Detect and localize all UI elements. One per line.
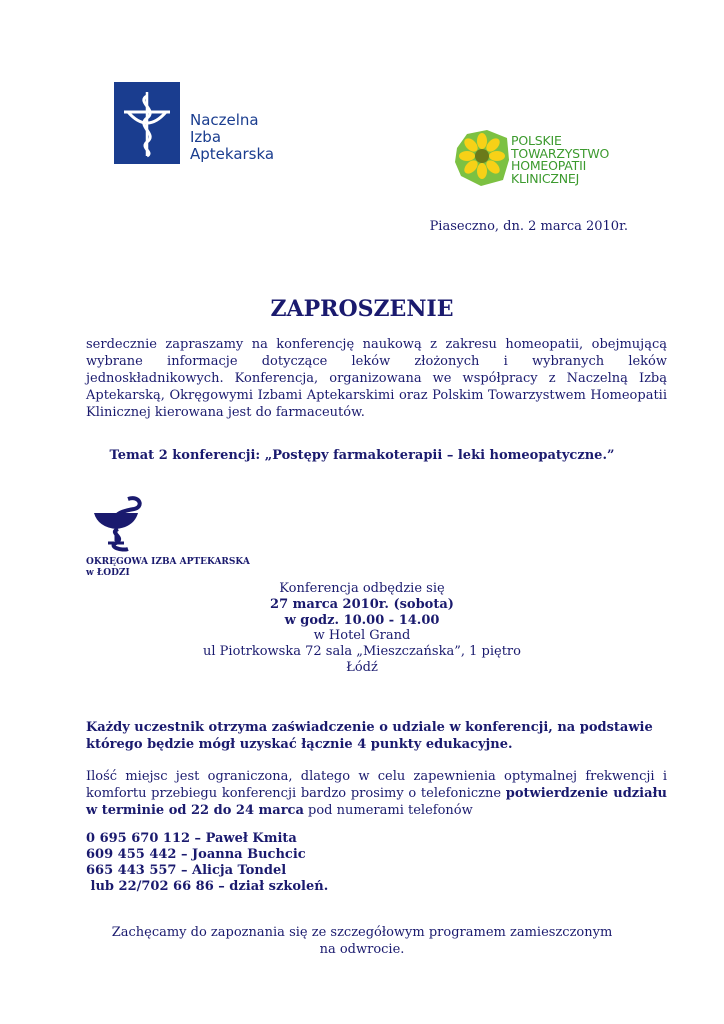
event-date: 27 marca 2010r. (sobota) — [270, 597, 454, 612]
contact-line: 665 443 557 – Alicja Tondel — [86, 863, 287, 878]
nia-name: Naczelna Izba Aptekarska — [190, 111, 275, 163]
certificate-note: Każdy uczestnik otrzyma zaświadczenie o udziale w konferencji, na podstawie którego będzie mógł uzyskać łącznie 4 punkty edukacyjne. — [86, 720, 653, 752]
event-city: Łódź — [346, 660, 378, 675]
contact-line: 609 455 442 – Joanna Buchcic — [86, 847, 306, 862]
conference-topic: Temat 2 konferencji: „Postępy farmakoterapii – leki homeopatyczne.” — [109, 448, 615, 463]
event-hours: w godz. 10.00 - 14.00 — [284, 613, 440, 628]
oia-name: OKRĘGOWA IZBA APTEKARSKA w ŁODZI — [86, 557, 250, 578]
document-title: ZAPROSZENIE — [270, 296, 454, 322]
closing-note: Zachęcamy do zapoznania się ze szczegółowym programem zamieszczonym na odwrocie. — [111, 925, 613, 957]
event-venue: w Hotel Grand — [313, 628, 411, 643]
contact-line: lub 22/702 66 86 – dział szkoleń. — [86, 879, 329, 894]
confirmation-deadline: potwierdzenie udziału w terminie od 22 do 24 marca — [86, 786, 667, 818]
sunflower-map-icon — [453, 126, 513, 188]
pthk-logo — [453, 126, 643, 196]
event-address: ul Piotrkowska 72 sala „Mieszczańska”, 1 piętro — [203, 644, 521, 659]
bowl-of-hygieia-icon — [114, 82, 180, 164]
bowl-of-hygieia-icon — [88, 493, 148, 555]
place-date: Piaseczno, dn. 2 marca 2010r. — [429, 219, 628, 234]
nia-logo — [114, 82, 276, 166]
event-intro: Konferencja odbędzie się — [279, 581, 445, 596]
intro-paragraph: serdecznie zapraszamy na konferencję naukową z zakresu homeopatii, obejmującą wybrane informacje dotyczące leków złożonych i wybranych leków jednoskładnikowych. Konferencja, organizowana we współpracy z Naczelną Izbą Aptekarską, Okręgowymi Izbami Aptekarskimi oraz Polskim Towarzystwem Homeopatii Klinicznej kierowana jest do farmaceutów. — [86, 337, 667, 420]
pthk-name: POLSKIE TOWARZYSTWO HOMEOPATII KLINICZNEJ — [511, 133, 610, 186]
oia-logo — [86, 493, 286, 583]
registration-paragraph: Ilość miejsc jest ograniczona, dlatego w celu zapewnienia optymalnej frekwencji i komfortu przebiegu konferencji bardzo prosimy o telefoniczne potwierdzenie udziału w terminie od 22 do 24 marca pod numerami telefonów — [86, 769, 667, 818]
contact-line: 0 695 670 112 – Paweł Kmita — [86, 831, 297, 846]
